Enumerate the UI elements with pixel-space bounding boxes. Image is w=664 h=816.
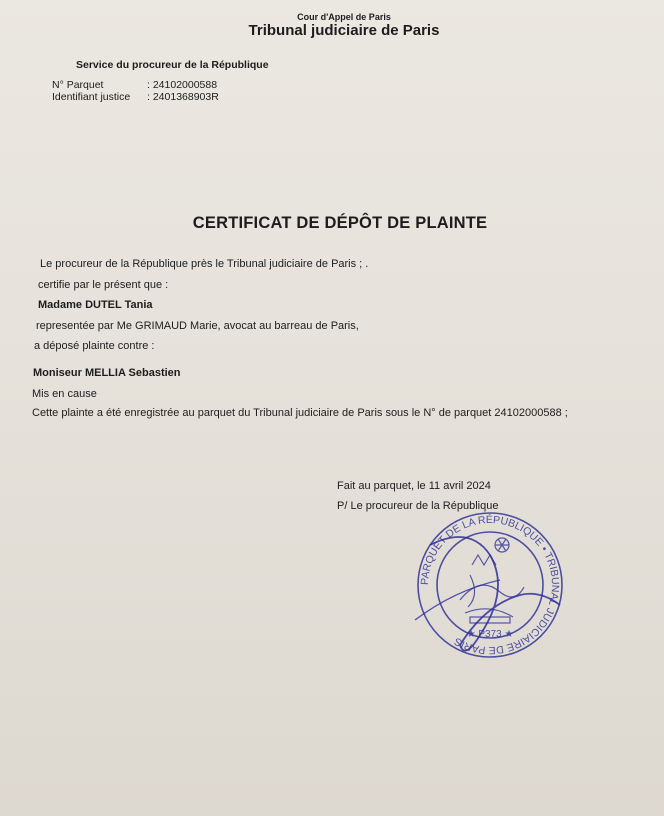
tribunal-name: Tribunal judiciaire de Paris (248, 22, 440, 39)
official-seal (410, 505, 570, 665)
document-title: CERTIFICAT DE DÉPÔT DE PLAINTE (192, 214, 488, 232)
justice-id-value: : 2401368903R (147, 91, 219, 103)
justice-id-label: Identifiant justice (52, 91, 131, 103)
place-date: Fait au parquet, le 11 avril 2024 (337, 480, 491, 492)
parquet-value: : 24102000588 (147, 79, 218, 91)
signer-title: P/ Le procureur de la République (337, 500, 499, 512)
complaint-against-line: a déposé plainte contre : (34, 340, 155, 352)
parquet-label: N° Parquet (52, 79, 104, 91)
certify-line: certifie par le présent que : (38, 279, 169, 291)
defendant-status: Mis en cause (32, 388, 97, 400)
seal-code: ★ P373 ★ (466, 629, 514, 640)
defendant-name: Moniseur MELLIA Sebastien (33, 367, 181, 379)
service-title: Service du procureur de la République (76, 59, 269, 71)
seal-ring-text: PARQUET DE LA RÉPUBLIQUE • TRIBUNAL JUDICIAIRE DE PARIS (418, 513, 562, 657)
registration-line: Cette plainte a été enregistrée au parquet du Tribunal judiciaire de Paris sous le N° de parquet 24102000588 ; (32, 407, 568, 419)
represented-line: representée par Me GRIMAUD Marie, avocat au barreau de Paris, (36, 320, 359, 332)
court-name: Cour d'Appel de Paris (297, 12, 391, 22)
prosecutor-line: Le procureur de la République près le Tribunal judiciaire de Paris ; . (40, 258, 369, 270)
plaintiff-name: Madame DUTEL Tania (38, 299, 153, 311)
